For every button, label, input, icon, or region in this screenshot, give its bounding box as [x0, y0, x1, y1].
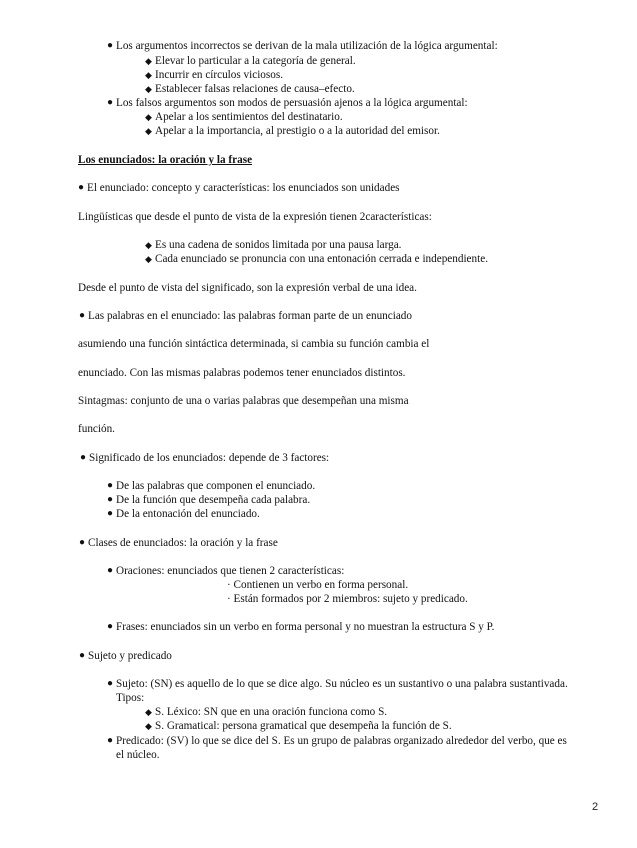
diamond-bullet-icon: ◆	[145, 707, 152, 717]
sub-list-item-text: Incurrir en círculos viciosos.	[155, 69, 283, 81]
paragraph-text: Clases de enunciados: la oración y la frase	[88, 537, 278, 549]
paragraph-line: asumiendo una función sintáctica determinada, si cambia su función cambia el	[78, 338, 430, 350]
paragraph-line: Desde el punto de vista del significado, son la expresión verbal de una idea.	[78, 282, 417, 294]
paragraph-line: función.	[78, 423, 115, 435]
bullet-icon: ●	[107, 494, 114, 505]
sub-list-item-text: Apelar a los sentimientos del destinatario.	[155, 111, 343, 123]
diamond-bullet-icon: ◆	[145, 240, 152, 250]
sub-list-item-text: · Están formados por 2 miembros: sujeto y predicado.	[227, 593, 468, 605]
sub-list-item	[145, 719, 452, 733]
sub-list-item-text: · Contienen un verbo en forma personal.	[227, 579, 409, 591]
paragraph-bullet	[80, 451, 330, 465]
sub-list-item	[145, 54, 356, 68]
bullet-icon: ●	[107, 565, 114, 576]
bullet-icon: ●	[107, 480, 114, 491]
list-item	[107, 479, 316, 493]
list-item-text: Oraciones: enunciados que tienen 2 características:	[116, 565, 345, 577]
list-item-text: Sujeto: (SN) es aquello de lo que se dice algo. Su núcleo es un sustantivo o una palabra sustantivada.	[116, 678, 568, 690]
diamond-bullet-icon: ◆	[145, 721, 152, 731]
diamond-bullet-icon: ◆	[145, 70, 152, 80]
list-item-continuation: el núcleo.	[116, 749, 160, 761]
paragraph-line: enunciado. Con las mismas palabras podemos tener enunciados distintos.	[78, 367, 406, 379]
bullet-icon: ●	[79, 310, 86, 321]
paragraph-line: Sintagmas: conjunto de una o varias palabras que desempeñan una misma	[78, 395, 409, 407]
list-item	[107, 734, 567, 748]
list-item-text: De las palabras que componen el enunciado.	[116, 480, 316, 492]
diamond-bullet-icon: ◆	[145, 112, 152, 122]
sub-list-item-text: S. Gramatical: persona gramatical que desempeña la función de S.	[155, 720, 452, 732]
list-item	[107, 507, 260, 521]
paragraph-bullet	[79, 309, 412, 323]
bullet-icon: ●	[80, 452, 87, 463]
list-item-text: Los falsos argumentos son modos de persuasión ajenos a la lógica argumental:	[116, 97, 468, 109]
diamond-bullet-icon: ◆	[145, 126, 152, 136]
list-item	[107, 620, 495, 634]
sub-list-item	[145, 705, 388, 719]
sub-list-item	[145, 82, 355, 96]
section-heading: Los enunciados: la oración y la frase	[78, 154, 253, 166]
bullet-icon: ●	[79, 537, 86, 548]
list-item-text: Predicado: (SV) lo que se dice del S. Es un grupo de palabras organizado alrededor del verbo, que es	[116, 735, 567, 747]
list-item-text: De la entonación del enunciado.	[116, 508, 260, 520]
list-item	[107, 96, 468, 110]
bullet-icon: ●	[107, 40, 114, 51]
list-item-text: Los argumentos incorrectos se derivan de la mala utilización de la lógica argumental:	[116, 40, 498, 52]
sub-list-item	[145, 110, 343, 124]
list-item	[107, 677, 568, 691]
paragraph-bullet	[79, 649, 172, 663]
sub-list-item	[145, 252, 488, 266]
paragraph-text: Sujeto y predicado	[88, 650, 172, 662]
paragraph-text: El enunciado: concepto y características: los enunciados son unidades	[87, 182, 400, 194]
bullet-icon: ●	[79, 650, 86, 661]
sub-list-item	[145, 238, 402, 252]
list-item	[107, 564, 345, 578]
list-item-text: De la función que desempeña cada palabra.	[116, 494, 311, 506]
diamond-bullet-icon: ◆	[145, 84, 152, 94]
sub-list-item-text: Cada enunciado se pronuncia con una entonación cerrada e independiente.	[155, 253, 488, 265]
paragraph-bullet	[79, 536, 278, 550]
bullet-icon: ●	[107, 97, 114, 108]
bullet-icon: ●	[78, 182, 85, 193]
paragraph-line: Lingüísticas que desde el punto de vista de la expresión tienen 2características:	[78, 211, 432, 223]
diamond-bullet-icon: ◆	[145, 254, 152, 264]
paragraph-text: Las palabras en el enunciado: las palabras forman parte de un enunciado	[88, 310, 412, 322]
page-number: 2	[592, 801, 599, 813]
sub-list-item-text: Elevar lo particular a la categoría de general.	[155, 55, 356, 67]
list-item	[107, 493, 311, 507]
sub-list-item-text: S. Léxico: SN que en una oración funciona como S.	[155, 706, 388, 718]
list-item	[107, 39, 498, 53]
bullet-icon: ●	[107, 621, 114, 632]
bullet-icon: ●	[107, 678, 114, 689]
paragraph-bullet	[78, 181, 400, 195]
sub-list-item-text: Establecer falsas relaciones de causa–efecto.	[155, 83, 355, 95]
sub-list-item-text: Apelar a la importancia, al prestigio o a la autoridad del emisor.	[155, 125, 440, 137]
sub-list-item	[145, 124, 440, 138]
bullet-icon: ●	[107, 735, 114, 746]
list-item-text: Frases: enunciados sin un verbo en forma personal y no muestran la estructura S y P.	[116, 621, 495, 633]
list-item-continuation: Tipos:	[116, 692, 145, 704]
sub-list-item-text: Es una cadena de sonidos limitada por una pausa larga.	[155, 239, 402, 251]
sub-list-item	[145, 68, 283, 82]
bullet-icon: ●	[107, 508, 114, 519]
paragraph-text: Significado de los enunciados: depende de 3 factores:	[89, 452, 330, 464]
diamond-bullet-icon: ◆	[145, 56, 152, 66]
